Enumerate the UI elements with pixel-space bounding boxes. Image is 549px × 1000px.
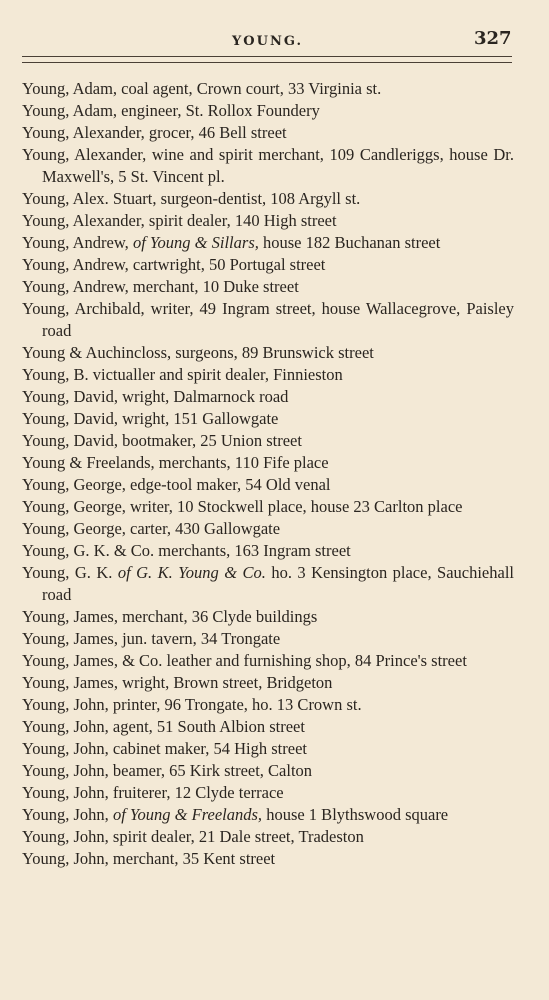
entry-firm-name: of Young & Freelands, bbox=[112, 805, 263, 824]
directory-entry: Young, G. K. & Co. merchants, 163 Ingram street bbox=[22, 541, 351, 560]
entry-text: Young, Andrew, bbox=[22, 233, 133, 252]
header-rule bbox=[22, 56, 512, 63]
directory-entry: Young & Freelands, merchants, 110 Fife place bbox=[22, 453, 329, 472]
directory-entry: Young, James, wright, Brown street, Bridgeton bbox=[22, 673, 333, 692]
directory-entry: Young, John, spirit dealer, 21 Dale street, Tradeston bbox=[22, 827, 364, 846]
directory-entry: Young, Archibald, writer, 49 Ingram street, house Wallacegrove, Paisley road bbox=[22, 299, 514, 340]
directory-entry: Young, Andrew, merchant, 10 Duke street bbox=[22, 277, 299, 296]
directory-entries bbox=[22, 78, 514, 870]
directory-entry: Young, John, cabinet maker, 54 High street bbox=[22, 739, 307, 758]
directory-entry: Young, George, edge-tool maker, 54 Old venal bbox=[22, 475, 331, 494]
directory-entry bbox=[22, 232, 514, 254]
directory-entry bbox=[22, 562, 514, 606]
directory-entry: Young, Adam, coal agent, Crown court, 33 Virginia st. bbox=[22, 79, 382, 98]
directory-entry bbox=[22, 804, 514, 826]
directory-entry: Young, George, carter, 430 Gallowgate bbox=[22, 519, 281, 538]
directory-entry: Young, John, merchant, 35 Kent street bbox=[22, 849, 276, 868]
directory-entry: Young, David, bootmaker, 25 Union street bbox=[22, 431, 302, 450]
directory-entry: Young, B. victualler and spirit dealer, Finnieston bbox=[22, 365, 343, 384]
directory-entry: Young, Alexander, grocer, 46 Bell street bbox=[22, 123, 287, 142]
directory-entry: Young, Alexander, spirit dealer, 140 High street bbox=[22, 211, 337, 230]
directory-entry: Young, Andrew, cartwright, 50 Portugal street bbox=[22, 255, 326, 274]
running-head: YOUNG. bbox=[232, 34, 303, 49]
entry-firm-name: of Young & Sillars, bbox=[132, 233, 259, 252]
entry-text: Young, John, bbox=[22, 805, 113, 824]
directory-entry: Young, David, wright, 151 Gallowgate bbox=[22, 409, 279, 428]
directory-entry: Young, Alexander, wine and spirit merchant, 109 Candleriggs, house Dr. Maxwell's, 5 St. Vincent pl. bbox=[22, 145, 514, 186]
entry-text: house 182 Buchanan street bbox=[258, 233, 441, 252]
directory-entry: Young, James, merchant, 36 Clyde buildings bbox=[22, 607, 318, 626]
page-number: 327 bbox=[474, 28, 512, 49]
directory-entry: Young, John, beamer, 65 Kirk street, Calton bbox=[22, 761, 313, 780]
entry-text: Young, G. K. bbox=[22, 563, 118, 582]
entry-text: house 1 Blythswood square bbox=[262, 805, 449, 824]
entry-firm-name: of G. K. Young & Co. bbox=[117, 563, 266, 582]
directory-entry: Young & Auchincloss, surgeons, 89 Brunswick street bbox=[22, 343, 374, 362]
directory-entry: Young, Adam, engineer, St. Rollox Foundery bbox=[22, 101, 320, 120]
directory-entry: Young, George, writer, 10 Stockwell place, house 23 Carlton place bbox=[22, 497, 463, 516]
directory-entry: Young, John, printer, 96 Trongate, ho. 13 Crown st. bbox=[22, 695, 362, 714]
entry-text: ho. 3 Kensington place, Sauchiehall road bbox=[42, 563, 514, 604]
directory-entry: Young, John, fruiterer, 12 Clyde terrace bbox=[22, 783, 284, 802]
directory-entry: Young, Alex. Stuart, surgeon-dentist, 108 Argyll st. bbox=[22, 189, 361, 208]
directory-entry: Young, James, & Co. leather and furnishing shop, 84 Prince's street bbox=[22, 651, 467, 670]
directory-entry: Young, James, jun. tavern, 34 Trongate bbox=[22, 629, 281, 648]
directory-entry: Young, John, agent, 51 South Albion street bbox=[22, 717, 305, 736]
directory-entry: Young, David, wright, Dalmarnock road bbox=[22, 387, 289, 406]
